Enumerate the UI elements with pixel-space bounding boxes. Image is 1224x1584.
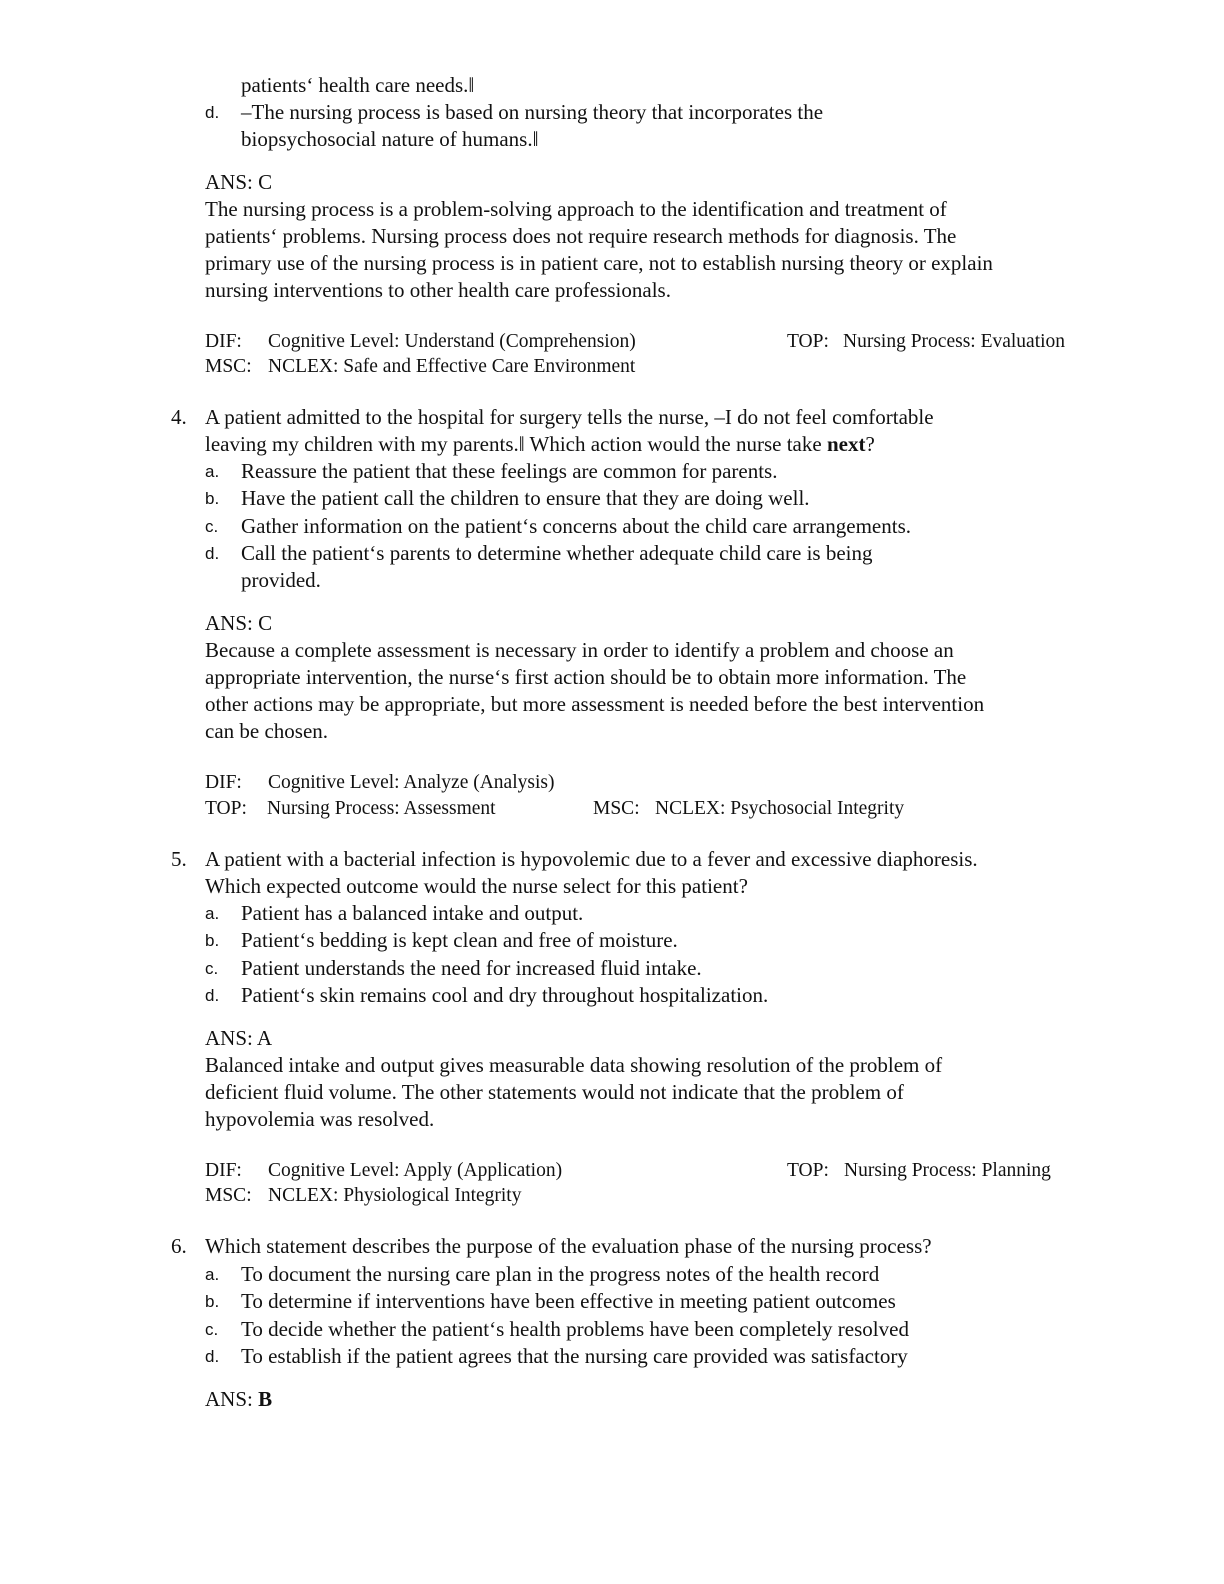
q4-stem-line-2 xyxy=(205,431,875,458)
prev-rationale-line-2: patients‘ problems. Nursing process does not require research methods for diagnosis. The xyxy=(205,224,957,248)
q4-number: 4. xyxy=(171,405,187,429)
q6-option-c-letter: c. xyxy=(205,1320,219,1339)
q4-answer: ANS: C xyxy=(205,611,273,635)
prev-rationale-line-1: The nursing process is a problem-solving approach to the identification and treatment of xyxy=(205,197,947,221)
q6-option-d: To establish if the patient agrees that the nursing care provided was satisfactory xyxy=(241,1344,908,1368)
prev-option-d-line2: biopsychosocial nature of humans.‖ xyxy=(241,127,539,151)
q5-option-d: Patient‘s skin remains cool and dry throughout hospitalization. xyxy=(241,983,769,1007)
q5-answer: ANS: A xyxy=(205,1026,273,1050)
q5-dif-label: DIF: xyxy=(205,1160,242,1181)
q6-option-b: To determine if interventions have been effective in meeting patient outcomes xyxy=(241,1289,896,1313)
prev-dif-label: DIF: xyxy=(205,331,242,352)
q6-answer xyxy=(205,1386,272,1413)
q4-top-value: Nursing Process: Assessment xyxy=(267,798,496,819)
q5-option-d-letter: d. xyxy=(205,986,220,1005)
q4-rationale-line-3: other actions may be appropriate, but more assessment is needed before the best intervention xyxy=(205,692,985,716)
q4-option-d-cont: provided. xyxy=(241,568,321,592)
q6-option-a: To document the nursing care plan in the progress notes of the health record xyxy=(241,1262,880,1286)
q5-stem-line-2: Which expected outcome would the nurse select for this patient? xyxy=(205,874,748,898)
q4-option-b: Have the patient call the children to ensure that they are doing well. xyxy=(241,486,810,510)
prev-option-c-tail: patients‘ health care needs.‖ xyxy=(241,73,475,97)
q6-stem-line-1: Which statement describes the purpose of the evaluation phase of the nursing process? xyxy=(205,1234,932,1258)
q4-top-label: TOP: xyxy=(205,798,247,819)
q5-option-c-letter: c. xyxy=(205,959,219,978)
q6-option-a-letter: a. xyxy=(205,1265,220,1284)
q5-stem-line-1: A patient with a bacterial infection is hypovolemic due to a fever and excessive diaphoresis. xyxy=(205,847,978,871)
q4-stem-emphasis: next xyxy=(826,432,866,456)
q5-option-b: Patient‘s bedding is kept clean and free of moisture. xyxy=(241,928,678,952)
prev-top-label: TOP: xyxy=(787,331,829,352)
q5-top-value: Nursing Process: Planning xyxy=(844,1160,1051,1181)
q5-rationale-line-3: hypovolemia was resolved. xyxy=(205,1107,435,1131)
q4-option-d: Call the patient‘s parents to determine whether adequate child care is being xyxy=(241,541,873,565)
q4-rationale-line-4: can be chosen. xyxy=(205,719,329,743)
q5-rationale-line-1: Balanced intake and output gives measurable data showing resolution of the problem of xyxy=(205,1053,943,1077)
q6-answer-value: B xyxy=(258,1387,273,1411)
prev-option-d-letter: d. xyxy=(205,103,220,122)
prev-rationale-line-3: primary use of the nursing process is in patient care, not to establish nursing theory or explain xyxy=(205,251,993,275)
q4-option-c: Gather information on the patient‘s concerns about the child care arrangements. xyxy=(241,514,911,538)
q5-rationale-line-2: deficient fluid volume. The other statements would not indicate that the problem of xyxy=(205,1080,904,1104)
q5-option-a: Patient has a balanced intake and output. xyxy=(241,901,584,925)
q5-option-b-letter: b. xyxy=(205,931,220,950)
prev-option-d-line1: ‒The nursing process is based on nursing theory that incorporates the xyxy=(241,100,824,124)
q4-rationale-line-2: appropriate intervention, the nurse‘s first action should be to obtain more information. The xyxy=(205,665,967,689)
q5-top-label: TOP: xyxy=(787,1160,829,1181)
prev-answer: ANS: C xyxy=(205,170,273,194)
q4-msc-label: MSC: xyxy=(593,798,640,819)
q4-stem-line-2-post: ? xyxy=(865,432,875,456)
q6-number: 6. xyxy=(171,1234,187,1258)
prev-top-value: Nursing Process: Evaluation xyxy=(843,331,1066,352)
q4-dif-label: DIF: xyxy=(205,772,242,793)
q5-msc-value: NCLEX: Physiological Integrity xyxy=(268,1185,522,1206)
q4-rationale-line-1: Because a complete assessment is necessary in order to identify a problem and choose an xyxy=(205,638,954,662)
q4-option-d-letter: d. xyxy=(205,544,220,563)
prev-msc-label: MSC: xyxy=(205,356,252,377)
prev-msc-value: NCLEX: Safe and Effective Care Environment xyxy=(268,356,636,377)
q6-option-d-letter: d. xyxy=(205,1347,220,1366)
q6-option-b-letter: b. xyxy=(205,1292,220,1311)
q4-option-a: Reassure the patient that these feelings are common for parents. xyxy=(241,459,778,483)
q5-option-a-letter: a. xyxy=(205,904,220,923)
q4-dif-value: Cognitive Level: Analyze (Analysis) xyxy=(268,772,555,793)
q4-msc-value: NCLEX: Psychosocial Integrity xyxy=(655,798,905,819)
q5-number: 5. xyxy=(171,847,187,871)
q4-stem-line-2-pre: leaving my children with my parents.‖ Which action would the nurse take xyxy=(205,432,827,456)
q6-option-c: To decide whether the patient‘s health problems have been completely resolved xyxy=(241,1317,909,1341)
q5-dif-value: Cognitive Level: Apply (Application) xyxy=(268,1160,563,1181)
prev-rationale-line-4: nursing interventions to other health care professionals. xyxy=(205,278,671,302)
q4-option-b-letter: b. xyxy=(205,489,220,508)
q4-stem-line-1: A patient admitted to the hospital for surgery tells the nurse, ‒I do not feel comfortable xyxy=(205,405,934,429)
q4-option-c-letter: c. xyxy=(205,517,219,536)
q5-option-c: Patient understands the need for increased fluid intake. xyxy=(241,956,702,980)
q5-msc-label: MSC: xyxy=(205,1185,252,1206)
q4-option-a-letter: a. xyxy=(205,462,220,481)
q6-answer-label: ANS: xyxy=(205,1387,259,1411)
prev-dif-value: Cognitive Level: Understand (Comprehension) xyxy=(268,331,636,352)
